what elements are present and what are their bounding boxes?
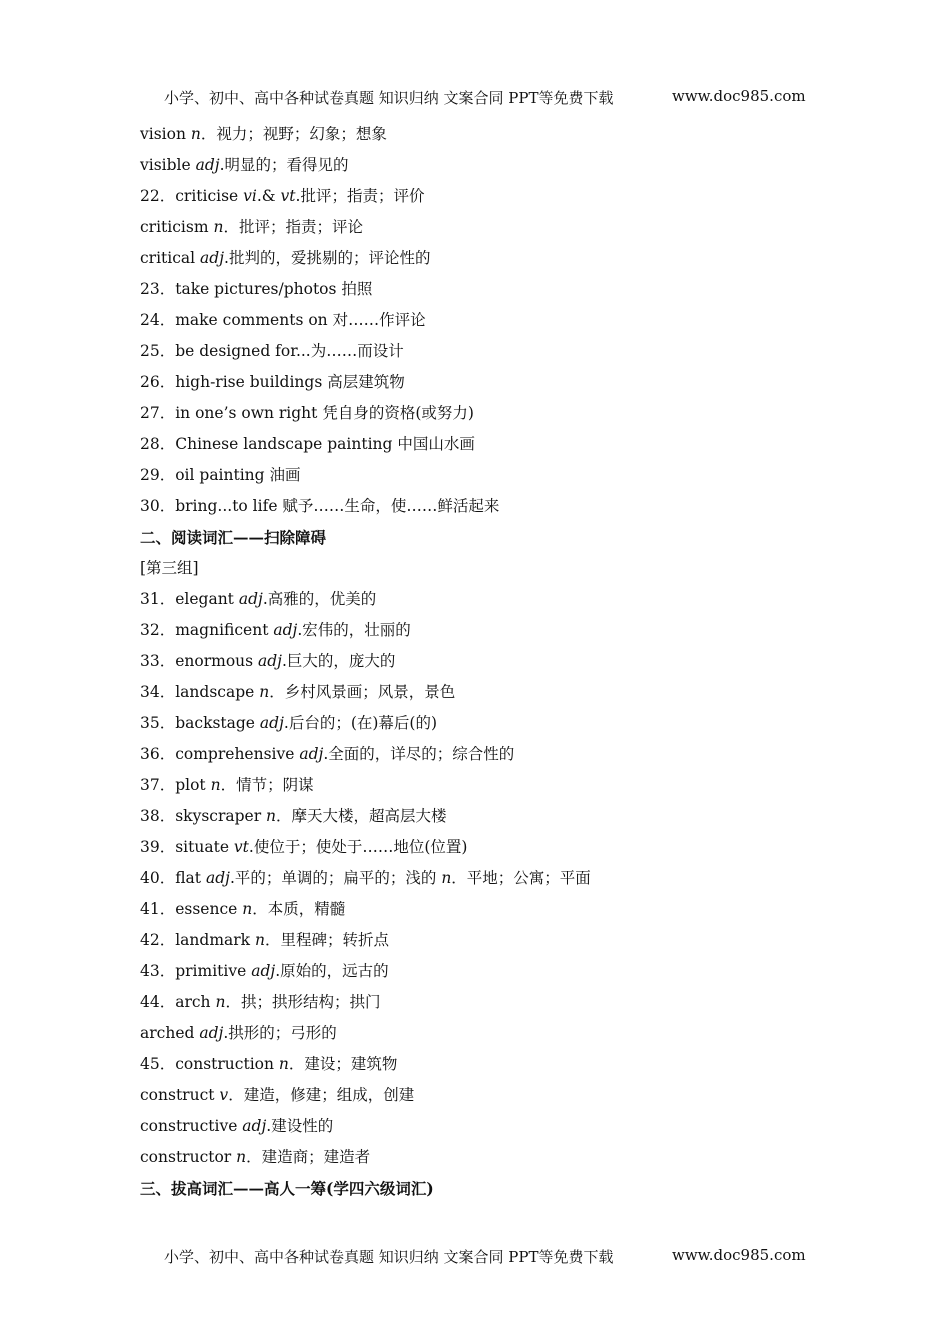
section-heading: 二、阅读词汇——扫除障碍 — [140, 528, 327, 547]
part-of-speech: n — [236, 1148, 247, 1166]
entry-definition: .宏伟的，壮丽的 — [297, 621, 411, 639]
entry-word: arched — [140, 1024, 200, 1042]
part-of-speech: n — [259, 683, 270, 701]
vocab-line — [140, 863, 840, 894]
header-site: www.doc985.com — [672, 87, 806, 105]
part-of-speech: vt — [280, 187, 296, 205]
vocab-line — [140, 615, 840, 646]
entry-definition: .平的；单调的；扁平的；浅的 — [229, 869, 442, 887]
part-of-speech: adj — [258, 652, 282, 670]
entry-definition: .巨大的，庞大的 — [282, 652, 396, 670]
vocab-line: 27．in one’s own right 凭自身的资格(或努力) — [140, 404, 474, 422]
vocab-line — [140, 1049, 840, 1080]
section-heading: 三、拔高词汇——高人一筹(学四六级词汇) — [140, 1179, 434, 1198]
vocab-line — [140, 646, 840, 677]
vocab-line — [140, 894, 840, 925]
part-of-speech: vi — [243, 187, 257, 205]
vocab-line: 25．be designed for...为……而设计 — [140, 342, 404, 360]
entry-word: 34．landscape — [140, 683, 260, 701]
entry-definition: .& — [256, 187, 281, 205]
part-of-speech: n — [441, 869, 452, 887]
vocab-line — [140, 987, 840, 1018]
part-of-speech: v — [219, 1086, 229, 1104]
entry-definition: ．乡村风景画；风景，景色 — [269, 683, 456, 701]
vocab-line: 28．Chinese landscape painting 中国山水画 — [140, 435, 475, 453]
vocab-line — [140, 1111, 840, 1142]
vocab-line — [140, 1142, 840, 1173]
part-of-speech: adj — [251, 962, 276, 980]
vocab-line: 24．make comments on 对……作评论 — [140, 311, 426, 329]
entry-word: critical — [140, 249, 201, 267]
entry-definition: .批评；指责；评价 — [295, 187, 425, 205]
entry-definition: .拱形的；弓形的 — [223, 1024, 337, 1042]
entry-word: 42．landmark — [140, 931, 255, 949]
entry-word: 37．plot — [140, 776, 211, 794]
vocab-line — [140, 801, 840, 832]
part-of-speech: n — [266, 807, 277, 825]
entry-word: constructive — [140, 1117, 243, 1135]
part-of-speech: n — [215, 993, 226, 1011]
vocabulary-list — [140, 119, 840, 1204]
entry-word: 31．elegant — [140, 590, 239, 608]
entry-definition: .原始的，远古的 — [275, 962, 389, 980]
vocab-line: [第三组] — [140, 559, 199, 577]
part-of-speech: adj — [199, 1024, 224, 1042]
footer-site: www.doc985.com — [672, 1246, 806, 1264]
entry-definition: .使位于；使处于……地位(位置) — [248, 838, 468, 856]
vocab-line: 26．high-rise buildings 高层建筑物 — [140, 373, 405, 391]
footer-text: 小学、初中、高中各种试卷真题 知识归纳 文案合同 PPT等免费下载 — [164, 1248, 614, 1266]
part-of-speech: n — [278, 1055, 289, 1073]
vocab-line — [140, 584, 840, 615]
vocab-line — [140, 770, 840, 801]
part-of-speech: adj — [259, 714, 284, 732]
entry-word: 39．situate — [140, 838, 234, 856]
entry-word: constructor — [140, 1148, 237, 1166]
part-of-speech: adj — [238, 590, 263, 608]
vocab-line — [140, 708, 840, 739]
entry-word: visible — [140, 156, 196, 174]
vocab-line — [140, 119, 840, 150]
entry-definition: .高雅的，优美的 — [262, 590, 377, 608]
vocab-line — [140, 212, 840, 243]
entry-word: 22．criticise — [140, 187, 244, 205]
entry-word: 38．skyscraper — [140, 807, 267, 825]
entry-definition: .后台的；(在)幕后(的) — [283, 714, 438, 732]
part-of-speech: adj — [200, 249, 225, 267]
vocab-line: 23．take pictures/photos 拍照 — [140, 280, 373, 298]
entry-word: 40．flat — [140, 869, 206, 887]
part-of-speech: adj — [205, 869, 230, 887]
entry-definition: ．建造商；建造者 — [246, 1148, 371, 1166]
part-of-speech: adj — [242, 1117, 267, 1135]
entry-definition: .明显的；看得见的 — [219, 156, 349, 174]
entry-definition: .建设性的 — [266, 1117, 334, 1135]
entry-word: criticism — [140, 218, 214, 236]
part-of-speech: n — [213, 218, 224, 236]
entry-definition: ．里程碑；转折点 — [264, 931, 389, 949]
entry-word: 36．comprehensive — [140, 745, 300, 763]
vocab-line — [140, 150, 840, 181]
entry-definition: ．拱；拱形结构；拱门 — [225, 993, 381, 1011]
entry-word: 32．magnificent — [140, 621, 274, 639]
entry-word: 45．construction — [140, 1055, 279, 1073]
entry-word: 43．primitive — [140, 962, 252, 980]
entry-definition: ．平地；公寓；平面 — [451, 869, 591, 887]
vocab-line — [140, 243, 840, 274]
entry-definition: ．情节；阴谋 — [220, 776, 314, 794]
part-of-speech: adj — [273, 621, 298, 639]
entry-word: 41．essence — [140, 900, 243, 918]
part-of-speech: n — [255, 931, 265, 949]
entry-word: construct — [140, 1086, 220, 1104]
entry-definition: ．本质，精髓 — [252, 900, 346, 918]
vocab-line — [140, 925, 840, 956]
entry-definition: .批判的，爱挑剔的；评论性的 — [224, 249, 431, 267]
entry-definition: ．建造，修建；组成，创建 — [228, 1086, 415, 1104]
entry-definition: ．视力；视野；幻象；想象 — [200, 125, 387, 143]
header-text: 小学、初中、高中各种试卷真题 知识归纳 文案合同 PPT等免费下载 — [164, 89, 614, 107]
entry-definition: ．摩天大楼，超高层大楼 — [276, 807, 447, 825]
entry-word: vision — [140, 125, 191, 143]
vocab-line — [140, 1080, 840, 1111]
part-of-speech: adj — [299, 745, 324, 763]
part-of-speech: n — [242, 900, 253, 918]
entry-definition: ．批评；指责；评论 — [223, 218, 363, 236]
entry-word: 44．arch — [140, 993, 216, 1011]
entry-word: 35．backstage — [140, 714, 260, 732]
part-of-speech: vt — [233, 838, 249, 856]
vocab-line: 29．oil painting 油画 — [140, 466, 301, 484]
part-of-speech: n — [210, 776, 221, 794]
vocab-line — [140, 1018, 840, 1049]
entry-definition: ．建设；建筑物 — [288, 1055, 398, 1073]
part-of-speech: n — [190, 125, 201, 143]
entry-word: 33．enormous — [140, 652, 259, 670]
vocab-line — [140, 956, 840, 987]
part-of-speech: adj — [195, 156, 220, 174]
vocab-line — [140, 181, 840, 212]
vocab-line — [140, 832, 840, 863]
vocab-line — [140, 677, 840, 708]
vocab-line — [140, 739, 840, 770]
vocab-line: 30．bring...to life 赋予……生命，使……鲜活起来 — [140, 497, 500, 515]
entry-definition: .全面的，详尽的；综合性的 — [323, 745, 515, 763]
